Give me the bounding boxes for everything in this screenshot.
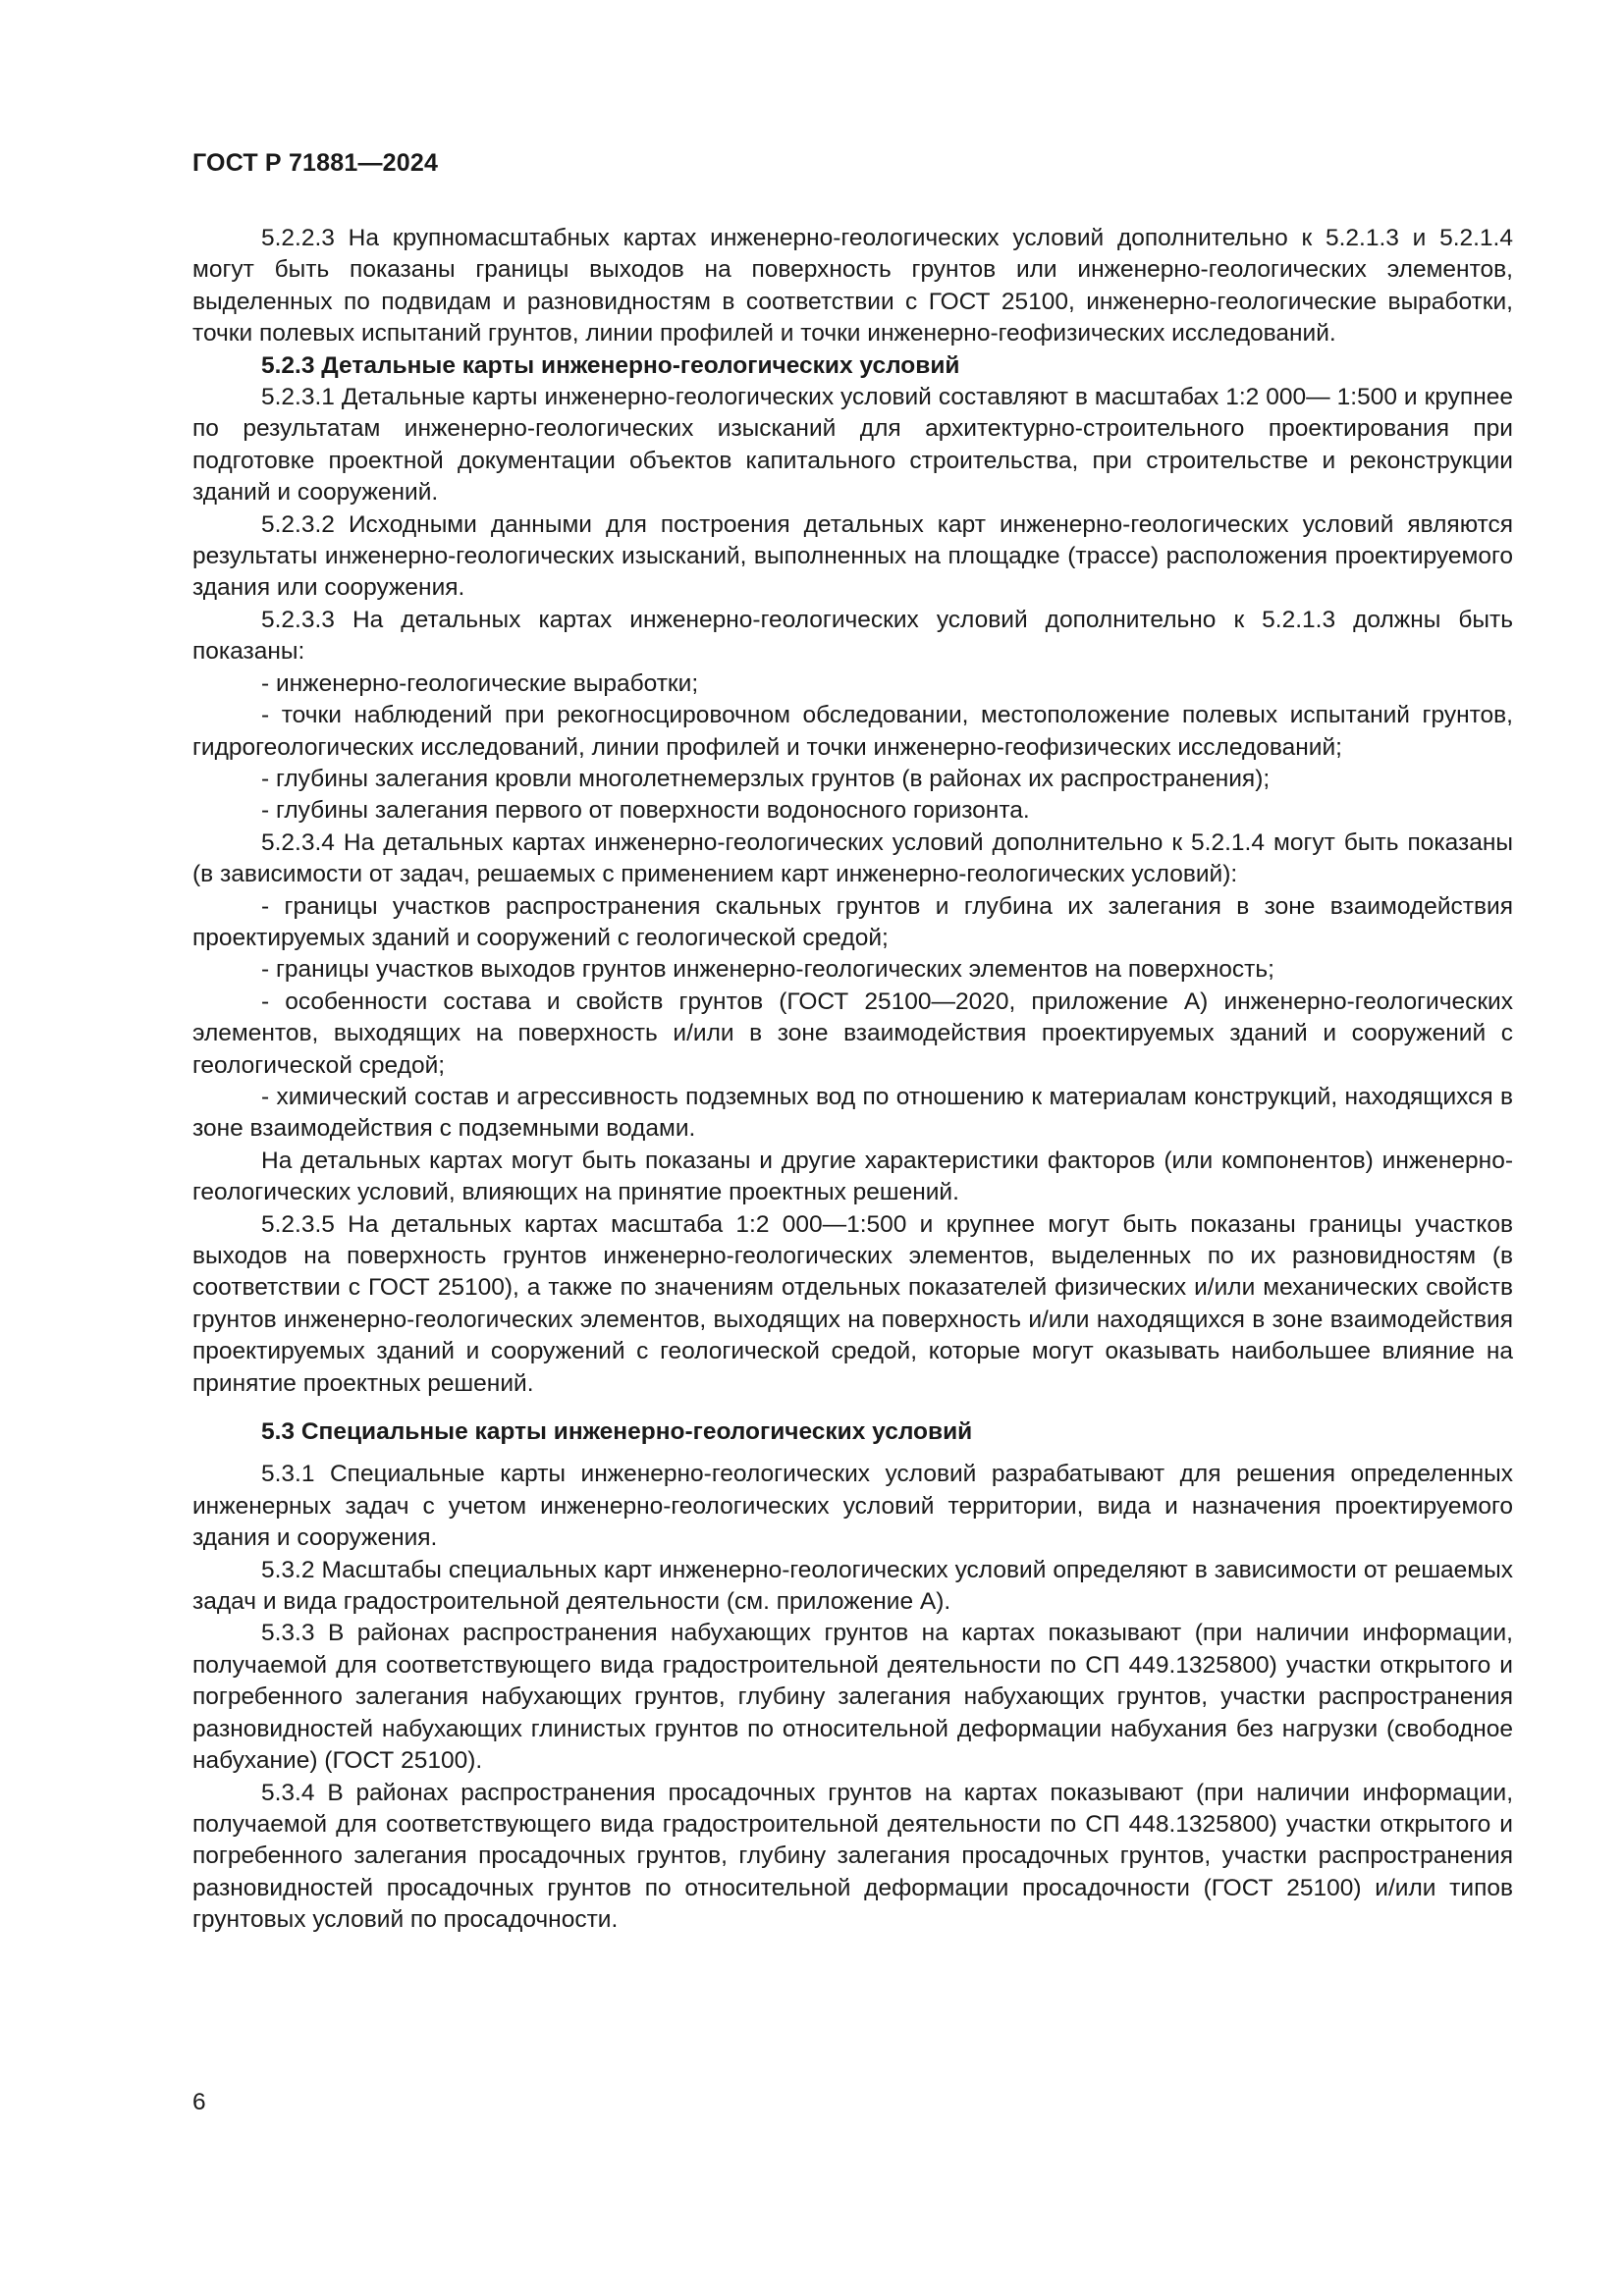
list-item: - точки наблюдений при рекогносцировочном обследовании, местоположение полевых испытаний грунтов, гидрогеологических исследований, линии профилей и точки инженерно-геофизических исследований; — [192, 702, 1513, 761]
page-number: 6 — [192, 2089, 206, 2115]
list-item: - границы участков распространения скальных грунтов и глубина их залегания в зоне взаимодействия проектируемых зданий и сооружений с геологической средой; — [192, 892, 1513, 951]
paragraph-5-2-3-1: 5.2.3.1 Детальные карты инженерно-геологических условий составляют в масштабах 1:2 000— 1:500 и крупнее по результатам инженерно-геологических изысканий для архитектурно-строительного проектирования при подготовке проектной документации объектов капитального строительства, при строительстве и реконструкции зданий и сооружений. — [192, 384, 1513, 507]
paragraph-5-2-2-3: 5.2.2.3 На крупномасштабных картах инженерно-геологических условий дополнительно к 5.2.1.3 и 5.2.1.4 могут быть показаны границы выходов на поверхность грунтов или инженерно-геологических элементов, выделенных по подвидам и разновидностям в соответствии с ГОСТ 25100, инженерно-геологические выработки, точки полевых испытаний грунтов, линии профилей и точки инженерно-геофизических исследований. — [192, 225, 1513, 347]
list-item: - границы участков выходов грунтов инженерно-геологических элементов на поверхность; — [261, 956, 1274, 984]
paragraph-5-3-1: 5.3.1 Специальные карты инженерно-геологических условий разрабатывают для решения определенных инженерных задач с учетом инженерно-геологических условий территории, вида и назначения проектируемого здания и сооружения. — [192, 1461, 1513, 1552]
paragraph-5-3-2: 5.3.2 Масштабы специальных карт инженерно-геологических условий определяют в зависимости от решаемых задач и вида градостроительной деятельности (см. приложение А). — [192, 1556, 1513, 1616]
list-item: - особенности состава и свойств грунтов (ГОСТ 25100—2020, приложение А) инженерно-геологических элементов, выходящих на поверхность и/или в зоне взаимодействия проектируемых зданий и сооружений с геологической средой; — [192, 988, 1513, 1079]
paragraph-5-2-3-2: 5.2.3.2 Исходными данными для построения детальных карт инженерно-геологических условий являются результаты инженерно-геологических изысканий, выполненных на площадке (трассе) расположения проектируемого здания или сооружения. — [192, 510, 1513, 602]
paragraph-5-2-3-5: 5.2.3.5 На детальных картах масштаба 1:2 000—1:500 и крупнее могут быть показаны границы участков выходов на поверхность грунтов инженерно-геологических элементов, выделенных по их разновидностям (в соответствии с ГОСТ 25100), а также по значениям отдельных показателей физических и/или механических свойств грунтов инженерно-геологических элементов, выходящих на поверхность и/или находящихся в зоне взаимодействия проектируемых зданий и сооружений с геологической средой, которые могут оказывать наибольшее влияние на принятие проектных решений. — [192, 1210, 1513, 1397]
section-heading-5-2-3: 5.2.3 Детальные карты инженерно-геологических условий — [261, 351, 960, 379]
list-item: - инженерно-геологические выработки; — [261, 669, 699, 697]
paragraph-5-2-3-4: 5.2.3.4 На детальных картах инженерно-геологических условий дополнительно к 5.2.1.4 могут быть показаны (в зависимости от задач, решаемых с применением карт инженерно-геологических условий): — [192, 828, 1513, 888]
paragraph-5-3-3: 5.3.3 В районах распространения набухающих грунтов на картах показывают (при наличии информации, получаемой для соответствующего вида градостроительной деятельности по СП 449.1325800) участки открытого и погребенного залегания набухающих грунтов, глубину залегания набухающих грунтов, участки распространения разновидностей набухающих глинистых грунтов по относительной деформации набухания без нагрузки (свободное набухание) (ГОСТ 25100). — [192, 1620, 1513, 1775]
section-heading-5-3: 5.3 Специальные карты инженерно-геологических условий — [261, 1418, 973, 1446]
document-code-header: ГОСТ Р 71881—2024 — [192, 149, 439, 177]
document-body — [192, 223, 1513, 1937]
paragraph-5-3-4: 5.3.4 В районах распространения просадочных грунтов на картах показывают (при наличии информации, получаемой для соответствующего вида градостроительной деятельности по СП 448.1325800) участки открытого и погребенного залегания просадочных грунтов, глубину залегания просадочных грунтов, участки распространения разновидностей просадочных грунтов по относительной деформации просадочности (ГОСТ 25100) и/или типов грунтовых условий по просадочности. — [192, 1779, 1513, 1934]
paragraph-detailed-maps-note: На детальных картах могут быть показаны и другие характеристики факторов (или компонентов) инженерно-геологических условий, влияющих на принятие проектных решений. — [192, 1147, 1513, 1206]
list-item: - глубины залегания первого от поверхности водоносного горизонта. — [261, 797, 1030, 825]
list-item: - глубины залегания кровли многолетнемерзлых грунтов (в районах их распространения); — [261, 765, 1271, 792]
list-item: - химический состав и агрессивность подземных вод по отношению к материалам конструкций, находящихся в зоне взаимодействия с подземными водами. — [192, 1083, 1513, 1143]
paragraph-5-2-3-3: 5.2.3.3 На детальных картах инженерно-геологических условий дополнительно к 5.2.1.3 должны быть показаны: — [192, 606, 1513, 666]
